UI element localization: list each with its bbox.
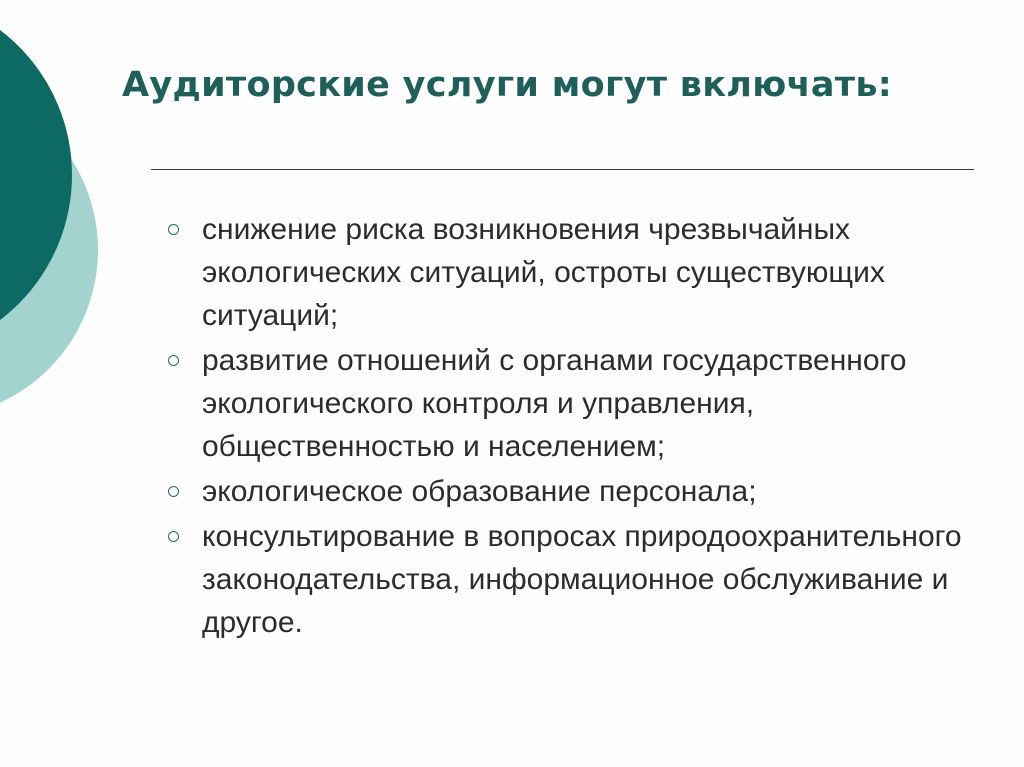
bullet-text: снижение риска возникновения чрезвычайных экологических ситуаций, остроты существующих ситуаций; (202, 213, 885, 332)
circle-bullet-icon (168, 355, 179, 366)
circle-bullet-icon (168, 224, 179, 235)
slide-title: Аудиторские услуги могут включать: (122, 65, 893, 105)
circle-bullet-icon (168, 486, 179, 497)
bullet-item (166, 208, 966, 337)
bullet-item (166, 470, 966, 513)
title-divider (151, 169, 974, 170)
circle-bullet-icon (168, 531, 179, 542)
bullet-text: консультирование в вопросах природоохранительного законодательства, информационное обслуживание и другое. (202, 520, 962, 639)
bullet-text: развитие отношений с органами государственного экологического контроля и управления, общественностью и населением; (202, 344, 907, 463)
bullet-list (166, 208, 966, 646)
bullet-item (166, 515, 966, 644)
decorative-circles (0, 0, 140, 420)
bullet-text: экологическое образование персонала; (202, 475, 757, 508)
bullet-item (166, 339, 966, 468)
